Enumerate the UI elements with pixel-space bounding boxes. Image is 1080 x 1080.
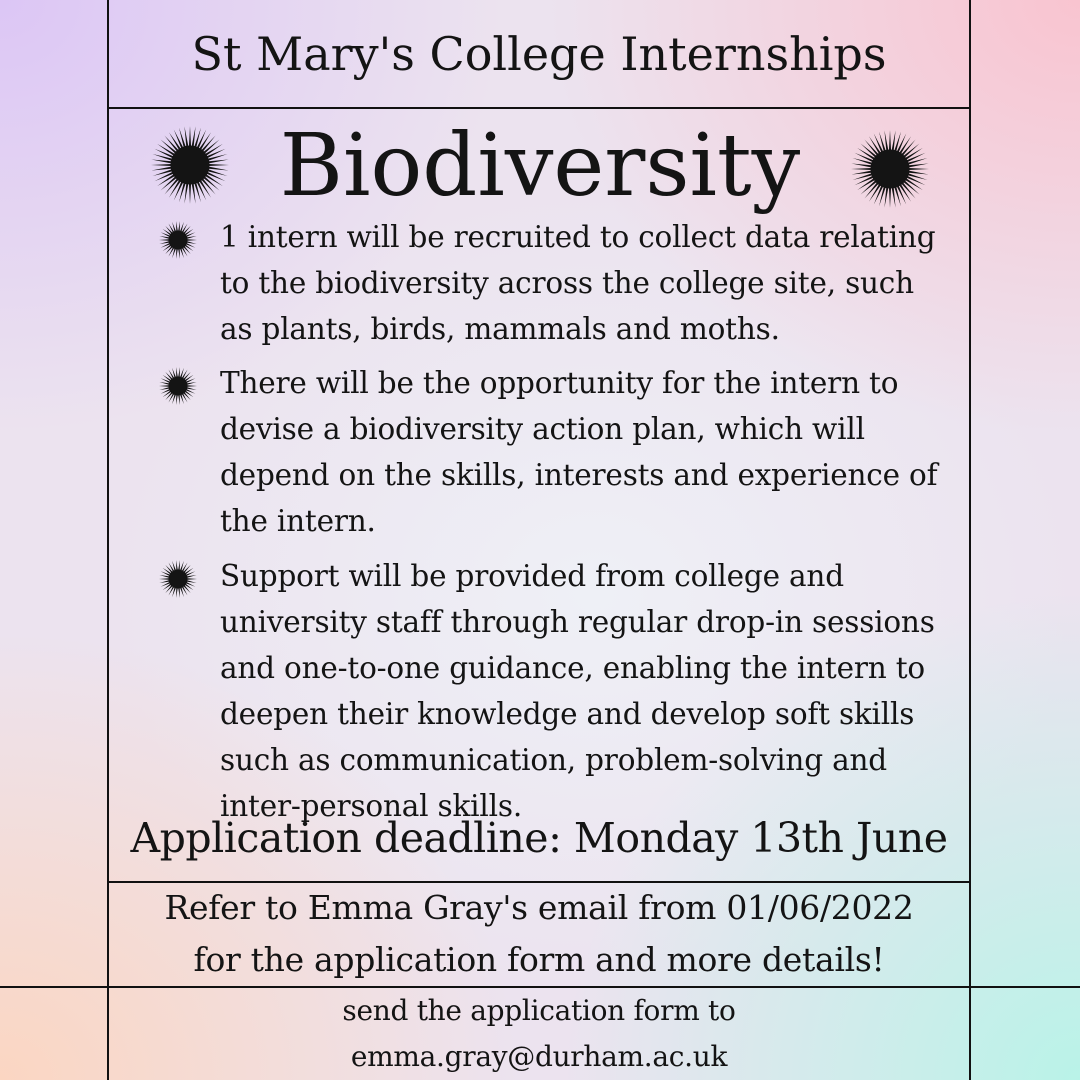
application-deadline: Application deadline: Monday 13th June	[130, 814, 948, 862]
starburst-icon	[850, 129, 930, 209]
section-heading: Biodiversity	[279, 116, 801, 216]
bullet-text: Support will be provided from college and university staff through regular drop-in sessions and one-to-one guidance, enabling the intern to deepen their knowledge and develop soft skills such as communication, problem-solving and inter-personal skills.	[220, 559, 935, 823]
frame-line-left	[107, 0, 109, 1080]
bullet-item	[158, 360, 948, 553]
contact-email: emma.gray@durham.ac.uk	[350, 1040, 728, 1073]
bullet-item	[158, 553, 948, 829]
send-line-1: send the application form to	[342, 994, 736, 1027]
bullet-item	[158, 214, 948, 354]
poster-title: St Mary's College Internships	[191, 27, 887, 81]
bullet-text: There will be the opportunity for the intern to devise a biodiversity action plan, which will depend on the skills, interests and experience of the intern.	[220, 366, 938, 538]
send-note	[110, 988, 968, 1080]
frame-line-right	[969, 0, 971, 1080]
refer-line-2: for the application form and more details!	[193, 940, 885, 979]
starburst-icon	[158, 220, 198, 273]
bullet-text: 1 intern will be recruited to collect data relating to the biodiversity across the college site, such as plants, birds, mammals and moths.	[220, 220, 936, 346]
starburst-icon	[158, 366, 198, 419]
bullet-list	[158, 214, 948, 829]
refer-line-1: Refer to Emma Gray's email from 01/06/2022	[164, 888, 914, 927]
starburst-icon	[158, 559, 198, 612]
refer-note	[110, 882, 968, 986]
